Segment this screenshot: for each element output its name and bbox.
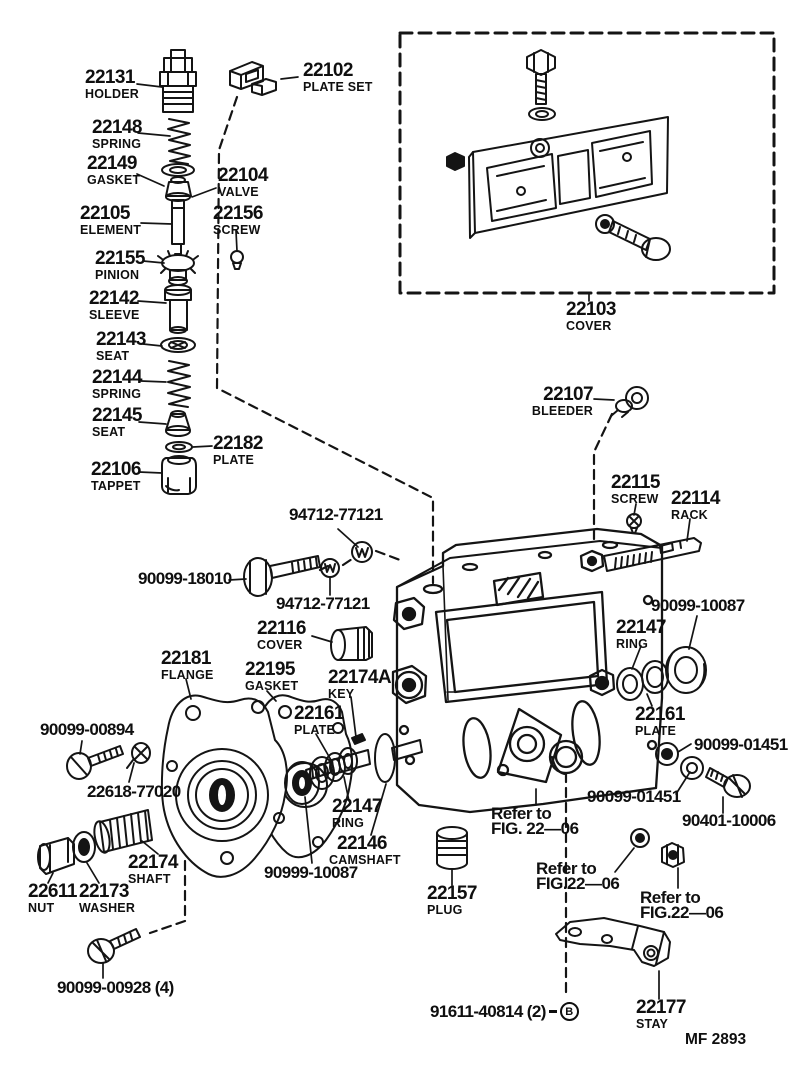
label-22103-cover: 22103 COVER [566,299,616,333]
label-22114-rack: 22114 RACK [671,488,720,522]
key-22174A [352,734,365,744]
bleeder-22107 [611,387,648,417]
dash-connector [549,1010,557,1013]
cover-bolt [527,50,555,104]
label-90099-10087: 90099-10087 [651,596,745,615]
label-22611-nut: 22611 NUT [28,881,77,915]
label-91611-40814: 91611-40814 (2) B [430,1002,579,1021]
cover-plate [469,117,668,238]
bolt-90099-00928 [88,929,140,963]
seat-22145 [166,411,190,436]
bolt-90099-00894 [67,746,123,779]
holder-22131 [160,50,196,112]
label-22177-stay: 22177 STAY [636,997,686,1031]
plate-set-22102 [230,62,276,95]
label-22161-plate-left: 22161 PLATE [294,703,344,737]
label-22182-plate: 22182 PLATE [213,433,263,467]
drawing-code: MF 2893 [685,1031,747,1048]
label-22143-seat: 22143 SEAT [96,329,146,363]
plate-22182 [166,442,192,452]
label-22195-gasket: 22195 GASKET [245,659,299,693]
body-window [436,592,607,702]
bolt-90401-10006 [706,768,750,797]
cover-screw [596,215,670,260]
label-90099-01451-right: 90099-01451 [694,735,788,754]
shaft-22174 [92,810,152,854]
label-22174-shaft: 22174 SHAFT [128,852,178,886]
label-94712-77121-bottom: 94712-77121 [276,594,370,613]
gasket-22149 [162,164,194,176]
ring-22147-right [617,668,643,700]
nut-22611 [38,838,74,874]
bearing-90099-10087 [666,647,706,693]
label-90099-00894: 90099-00894 [40,720,134,739]
plate-22161-right [642,661,668,693]
label-22173-washer: 22173 WASHER [79,881,136,915]
label-22144-spring: 22144 SPRING [92,367,142,401]
cover-assembly-box [400,33,774,293]
label-90401-10006: 90401-10006 [682,811,776,830]
cover-22116 [331,627,372,660]
label-22104-valve: 22104 VALVE [218,165,268,199]
label-22115-screw: 22115 SCREW [611,472,660,506]
label-22107-bleeder: 22107 BLEEDER [531,384,593,418]
label-90999-10087: 90999-10087 [264,863,358,882]
label-22157-plug: 22157 PLUG [427,883,477,917]
washer-90099-01451-bottom [681,757,703,779]
element-22105 [172,200,184,254]
spring-22144 [168,361,190,407]
seat-22143 [161,338,195,352]
label-refer-fig-22-06-right: Refer to FIG.22—06 [640,888,724,922]
label-22181-flange: 22181 FLANGE [161,648,214,682]
label-22161-plate-right: 22161 PLATE [635,704,685,738]
screw-22156 [231,251,243,269]
stay-22177 [556,918,670,966]
label-22116-cover: 22116 COVER [257,618,306,652]
bolt-90099-18010 [244,556,320,596]
label-22131-holder: 22131 HOLDER [85,67,139,101]
label-90099-18010: 90099-18010 [138,569,232,588]
label-22106-tappet: 22106 TAPPET [91,459,141,493]
label-22147-ring-right: 22147 RING [616,617,666,651]
body-front-details [460,700,603,782]
label-90099-01451-bottom: 90099-01451 [587,787,681,806]
cover-nut [447,153,464,170]
circled-b-marker: B [560,1002,579,1021]
screw-22618-77020 [127,743,150,768]
tappet-22106 [162,456,196,494]
label-refer-fig-22-06-mid: Refer to FIG.22—06 [536,859,620,893]
label-22102-plate-set: 22102 PLATE SET [303,60,373,94]
nut-fig-right [662,843,684,867]
label-refer-fig-22-06-left: Refer to FIG. 22—06 [491,804,579,838]
washer-fig-mid [631,829,649,847]
label-22146-camshaft: 22146 CAMSHAFT [329,833,401,867]
label-22105-element: 22105 ELEMENT [80,203,142,237]
screw-22115 [627,514,641,533]
washer-22173 [73,832,95,862]
label-22174a-key: 22174A KEY [328,667,391,701]
label-22142-sleeve: 22142 SLEEVE [89,288,140,322]
label-22149-gasket: 22149 GASKET [87,153,141,187]
cover-washer [529,108,555,120]
label-22618-77020: 22618-77020 [87,782,181,801]
label-90099-00928: 90099-00928 (4) [57,978,174,997]
label-22147-ring-left: 22147 RING [332,796,382,830]
label-22155-pinion: 22155 PINION [95,248,145,282]
spring-22148 [168,119,190,164]
valve-22104 [166,177,191,201]
label-22145-seat: 22145 SEAT [92,405,142,439]
plug-22157 [437,827,467,869]
label-22156-screw: 22156 SCREW [213,203,263,237]
sleeve-22142 [165,285,191,333]
label-94712-77121-top: 94712-77121 [289,505,383,524]
pinion-22155 [158,251,198,285]
label-22148-spring: 22148 SPRING [92,117,142,151]
